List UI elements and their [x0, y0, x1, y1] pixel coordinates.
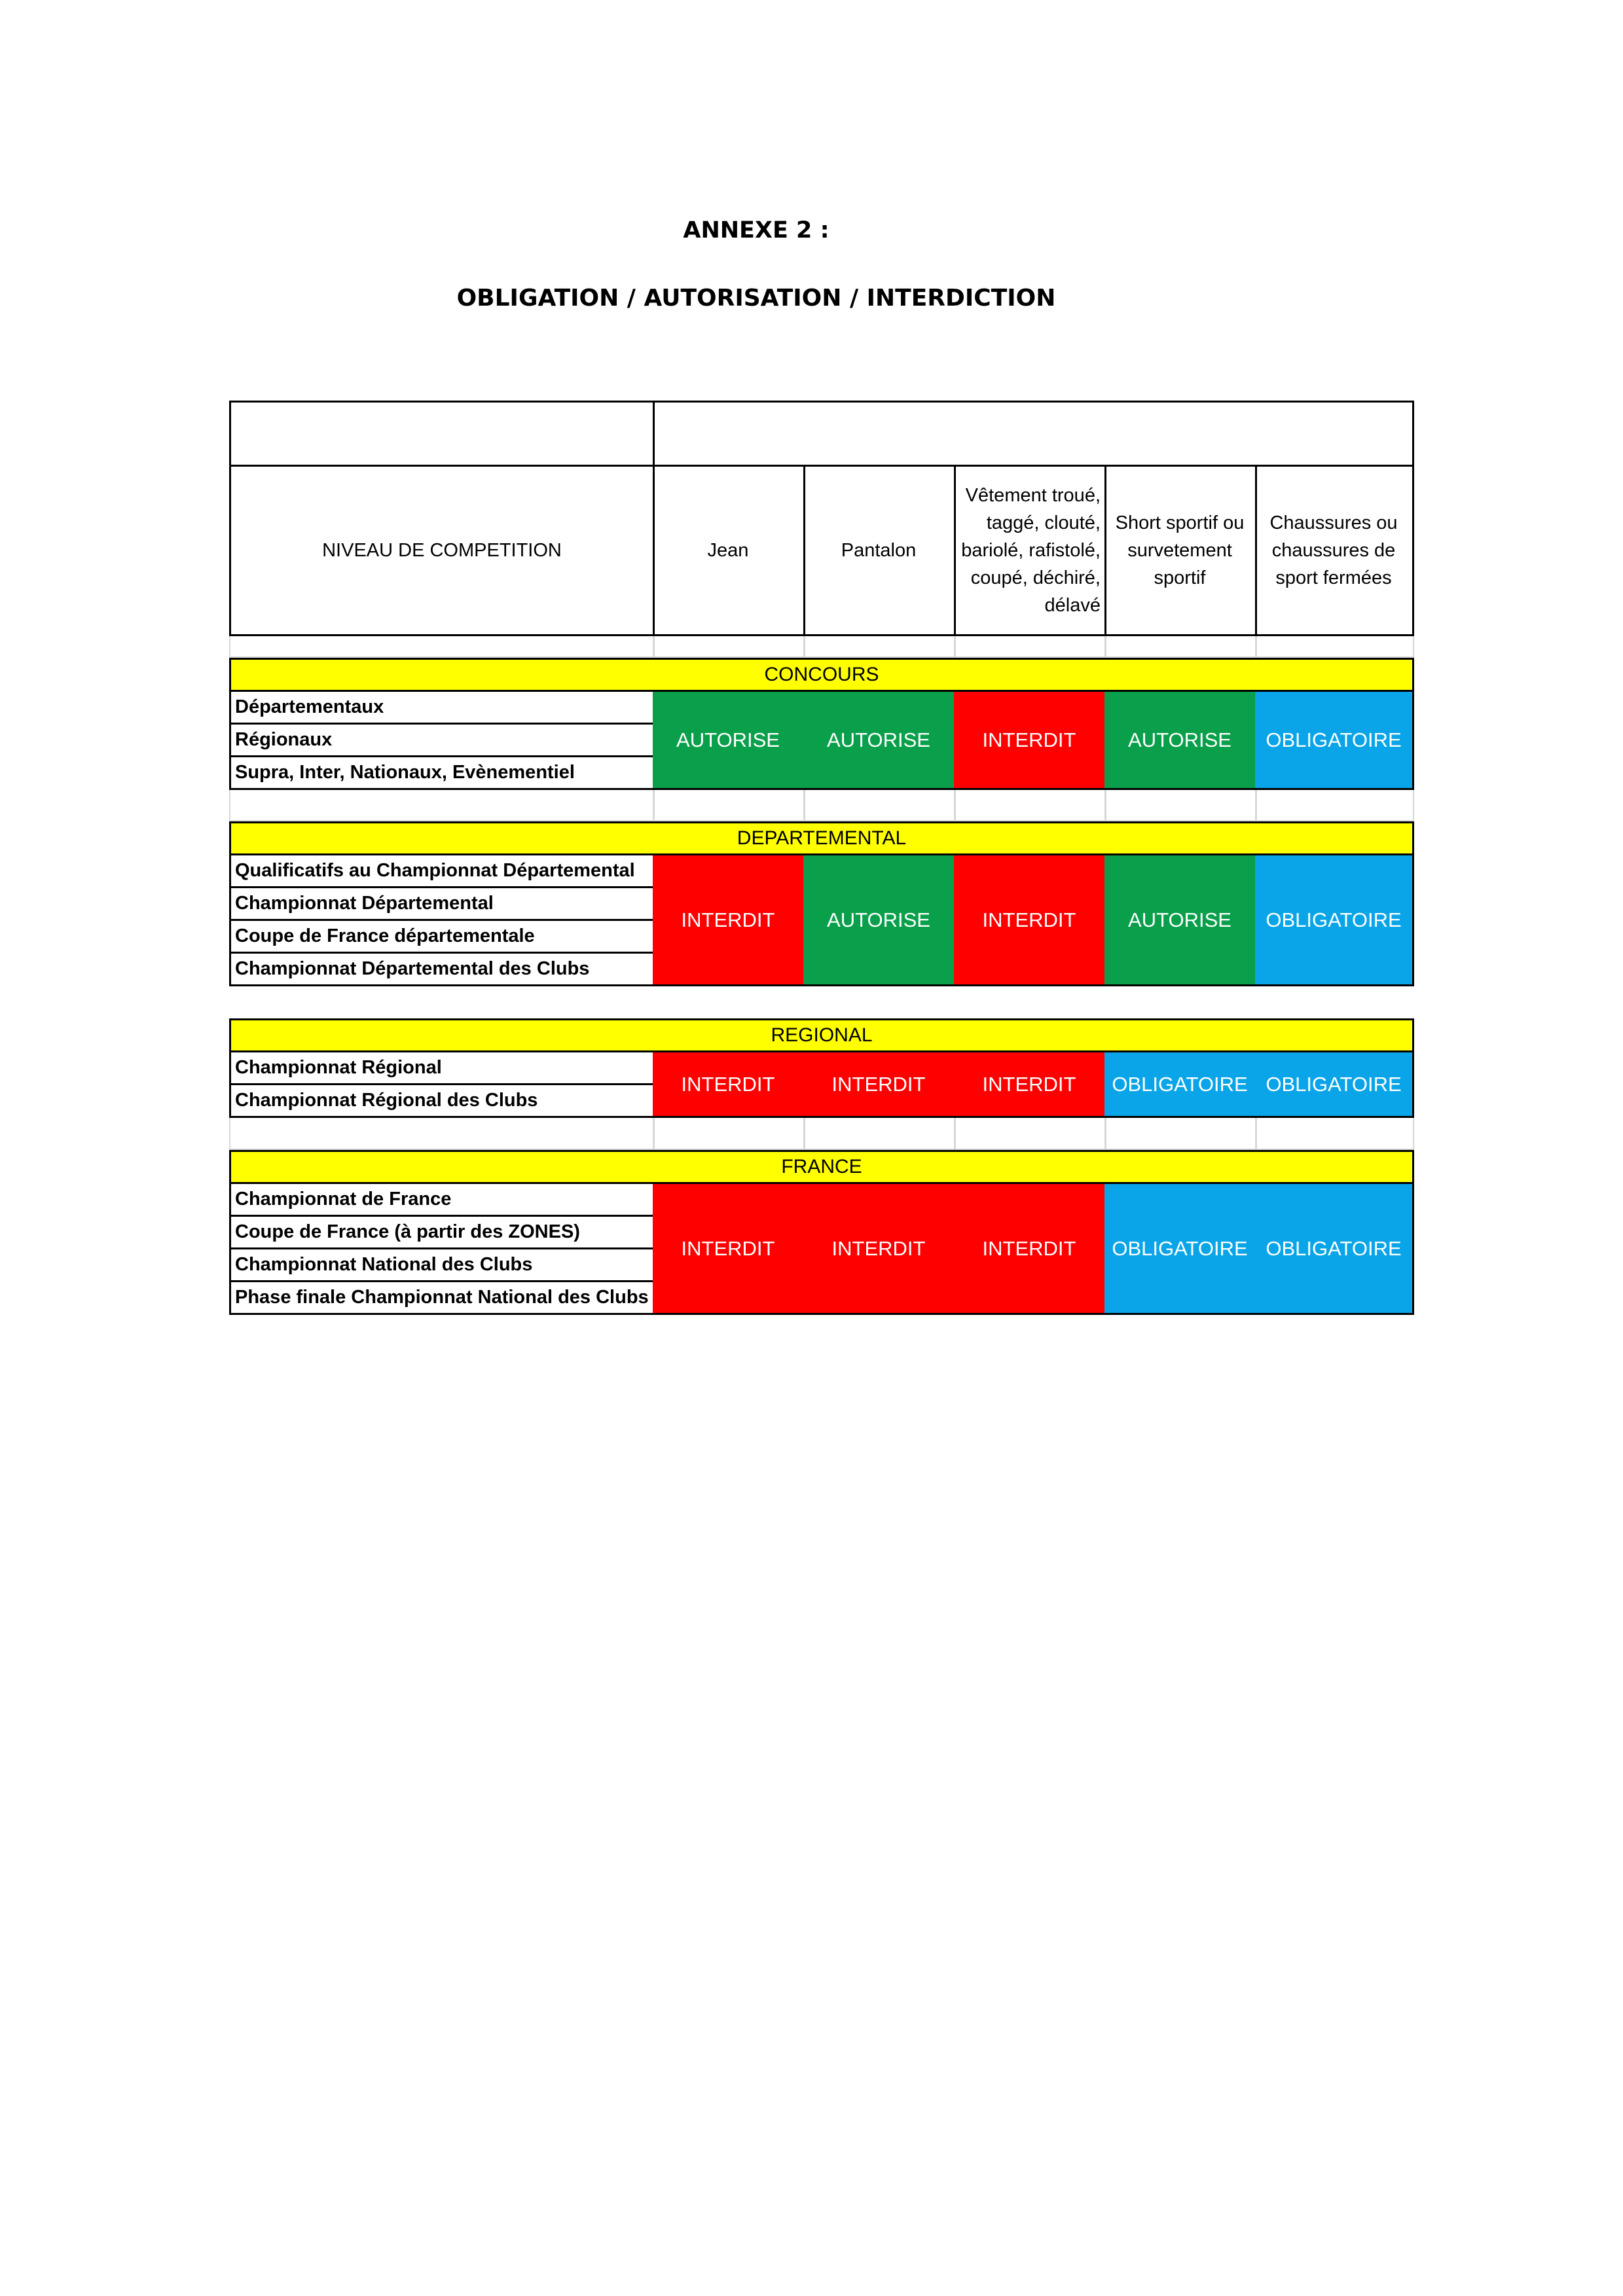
rule-cell-interdit: INTERDIT [954, 1184, 1106, 1315]
competition-level-row: Championnat National des Clubs [229, 1249, 655, 1282]
header-col-pantalon: Pantalon [803, 465, 956, 636]
competition-level-row: Coupe de France départementale [229, 921, 655, 954]
spacer-cell [803, 636, 956, 658]
header-col-chaussures: Chaussures ou chaussures de sport fermées [1255, 465, 1414, 636]
section-band-concours: CONCOURS [229, 658, 1414, 692]
spacer-cell [954, 636, 1106, 658]
competition-level-row: Championnat Régional [229, 1052, 655, 1085]
header-col-short: Short sportif ou survetement sportif [1104, 465, 1257, 636]
competition-level-row: Coupe de France (à partir des ZONES) [229, 1217, 655, 1249]
rule-cell-autorise: AUTORISE [1104, 855, 1257, 986]
rule-cell-interdit: INTERDIT [653, 1052, 805, 1118]
spacer-cell [803, 1118, 956, 1150]
spacer-cell [1104, 636, 1257, 658]
section-band-regional: REGIONAL [229, 1018, 1414, 1052]
competition-level-row: Qualificatifs au Championnat Départemental [229, 855, 655, 888]
header-top-empty-right [653, 401, 1414, 467]
document-title: ANNEXE 2 : [683, 217, 830, 243]
rule-cell-interdit: INTERDIT [954, 1052, 1106, 1118]
rule-cell-obligatoire: OBLIGATOIRE [1255, 1184, 1414, 1315]
rule-cell-autorise: AUTORISE [1104, 692, 1257, 790]
competition-level-row: Supra, Inter, Nationaux, Evènementiel [229, 757, 655, 790]
document-subtitle: OBLIGATION / AUTORISATION / INTERDICTION [456, 285, 1056, 312]
rule-cell-obligatoire: OBLIGATOIRE [1255, 1052, 1414, 1118]
rule-cell-obligatoire: OBLIGATOIRE [1255, 855, 1414, 986]
rule-cell-interdit: INTERDIT [803, 1052, 956, 1118]
rule-cell-obligatoire: OBLIGATOIRE [1255, 692, 1414, 790]
rule-cell-obligatoire: OBLIGATOIRE [1104, 1052, 1257, 1118]
competition-level-row: Championnat de France [229, 1184, 655, 1217]
rule-cell-autorise: AUTORISE [803, 855, 956, 986]
spacer-cell [803, 789, 956, 821]
competition-level-row: Phase finale Championnat National des Clubs [229, 1282, 655, 1315]
spacer-cell [653, 1118, 805, 1150]
spacer-cell [229, 789, 655, 821]
competition-level-row: Championnat Départemental [229, 888, 655, 921]
rule-cell-autorise: AUTORISE [803, 692, 956, 790]
rule-cell-autorise: AUTORISE [653, 692, 805, 790]
spacer-cell [229, 1118, 655, 1150]
rule-cell-interdit: INTERDIT [653, 1184, 805, 1315]
header-col-vetement: Vêtement troué, taggé, clouté, bariolé, rafistolé, coupé, déchiré, délavé [954, 465, 1106, 636]
spacer-cell [1255, 1118, 1414, 1150]
rule-cell-obligatoire: OBLIGATOIRE [1104, 1184, 1257, 1315]
spacer-cell [1255, 636, 1414, 658]
competition-level-row: Championnat Départemental des Clubs [229, 954, 655, 986]
spacer-cell [653, 636, 805, 658]
rule-cell-interdit: INTERDIT [803, 1184, 956, 1315]
competition-level-row: Départementaux [229, 692, 655, 725]
competition-level-row: Régionaux [229, 725, 655, 757]
rule-cell-interdit: INTERDIT [954, 692, 1106, 790]
competition-level-row: Championnat Régional des Clubs [229, 1085, 655, 1118]
spacer-cell [1104, 789, 1257, 821]
spacer-cell [653, 789, 805, 821]
spacer-cell [1255, 789, 1414, 821]
header-col-jean: Jean [653, 465, 805, 636]
header-level-label: NIVEAU DE COMPETITION [229, 465, 655, 636]
header-top-empty-left [229, 401, 655, 467]
section-band-departemental: DEPARTEMENTAL [229, 821, 1414, 855]
spacer-cell [954, 1118, 1106, 1150]
spacer-cell [1104, 1118, 1257, 1150]
section-band-france: FRANCE [229, 1150, 1414, 1184]
spacer-cell [954, 789, 1106, 821]
spacer-cell [229, 636, 655, 658]
rule-cell-interdit: INTERDIT [653, 855, 805, 986]
rule-cell-interdit: INTERDIT [954, 855, 1106, 986]
